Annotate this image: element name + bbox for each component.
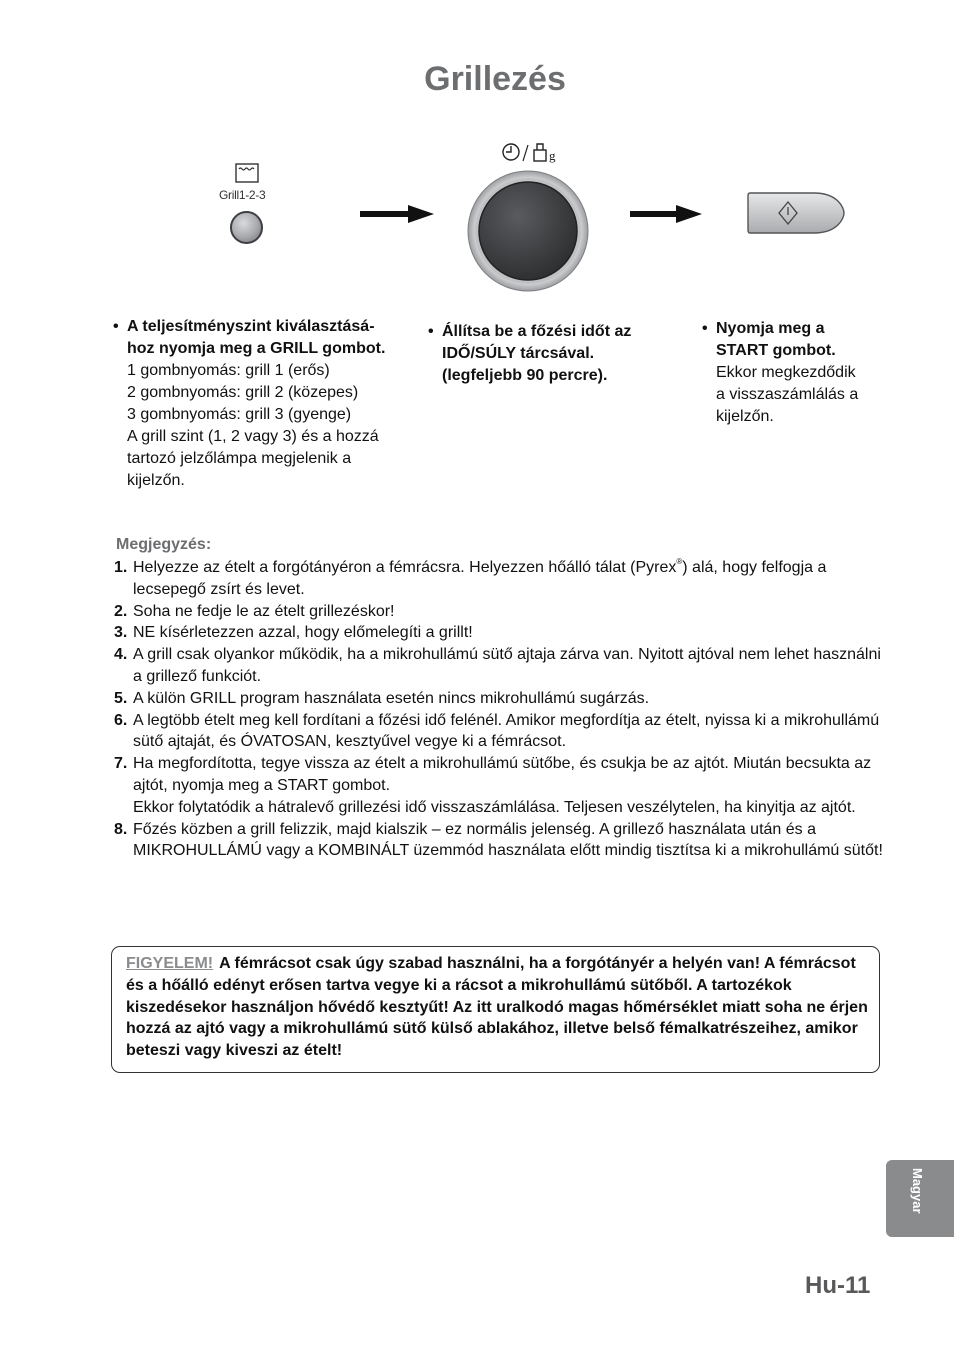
step-1-bold-line: A teljesítményszint kiválasztásá- bbox=[127, 318, 375, 335]
note-item bbox=[112, 644, 892, 688]
step-1-bold-line: hoz nyomja meg a GRILL gombot. bbox=[127, 340, 386, 357]
note-item bbox=[112, 753, 892, 818]
note-item bbox=[112, 622, 892, 644]
step-2-bold-line: IDŐ/SÚLY tárcsával. bbox=[442, 345, 595, 362]
note-text: Főzés közben a grill felizzik, majd kialszik – ez normális jelenség. A grillező használata után és a MIKROHULLÁMÚ vagy a KOMBINÁLT üzemmód használata előtt mindig tisztítsa ki a mikrohullámú sütőt! bbox=[133, 820, 883, 860]
note-item bbox=[112, 601, 892, 623]
clock-icon bbox=[503, 144, 519, 160]
note-number: 1. bbox=[114, 559, 128, 576]
note-number: 7. bbox=[114, 755, 128, 773]
note-text: Ha megfordította, tegye vissza az ételt a mikrohullámú sütőbe, és csukja be az ajtót. Miután becsukta az ajtót, nyomja meg a START gombot. bbox=[133, 755, 872, 794]
page-title: Grillezés bbox=[424, 60, 566, 98]
step-3-bold-line: Nyomja meg a bbox=[716, 320, 825, 337]
note-number: 2. bbox=[114, 602, 128, 620]
step-2-bold-line: Állítsa be a főzési időt az bbox=[442, 323, 632, 340]
warning-box bbox=[111, 946, 880, 1073]
step-2 bbox=[428, 321, 692, 387]
step-3-bold-line: START gombot. bbox=[716, 342, 836, 359]
step-3-line: kijelzőn. bbox=[716, 408, 774, 425]
arrow-right-icon bbox=[360, 205, 434, 223]
step-1-line: 3 gombnyomás: grill 3 (gyenge) bbox=[127, 406, 352, 423]
note-item bbox=[112, 557, 892, 601]
note-item bbox=[112, 710, 892, 754]
weight-icon bbox=[534, 144, 546, 161]
step-3 bbox=[702, 318, 896, 428]
note-text: Ekkor folytatódik a hátralevő grillezési idő visszaszámlálása. Teljesen veszélytelen, ha kinyitja az ajtót. bbox=[133, 798, 856, 816]
slash-divider bbox=[523, 145, 528, 161]
note-text: NE kísérletezzen azzal, hogy előmelegíti a grillt! bbox=[133, 624, 473, 642]
start-button[interactable] bbox=[746, 190, 846, 236]
note-text: A legtöbb ételt meg kell fordítani a főzési idő felénél. Amikor megfordítja az ételt, nyissa ki a mikrohullámú sütő ajtaját, és ÓVATOSAN, kesztyűvel vegye ki a fémrácsot. bbox=[133, 711, 880, 751]
note-text: Helyezze az ételt a forgótányéron a fémrácsra. Helyezzen hőálló tálat (Pyrex bbox=[133, 559, 677, 576]
note-number: 3. bbox=[114, 624, 128, 642]
bullet: • bbox=[702, 320, 708, 337]
registered-mark: ® bbox=[676, 557, 683, 566]
grill-oven-icon bbox=[235, 163, 259, 183]
bullet: • bbox=[428, 323, 434, 340]
bullet: • bbox=[113, 318, 119, 335]
warning-label: FIGYELEM! bbox=[126, 955, 214, 972]
note-text: ) alá, hogy felfogja a lecsepegő zsírt és levet. bbox=[133, 559, 827, 598]
step-1-line: A grill szint (1, 2 vagy 3) és a hozzá bbox=[127, 428, 379, 445]
grill-button[interactable] bbox=[230, 211, 263, 244]
step-1-line: 2 gombnyomás: grill 2 (közepes) bbox=[127, 384, 359, 401]
note-item bbox=[112, 819, 892, 863]
notes-heading: Megjegyzés: bbox=[116, 536, 212, 553]
note-item bbox=[112, 688, 892, 710]
note-number: 5. bbox=[114, 689, 128, 707]
step-3-line: Ekkor megkezdődik bbox=[716, 364, 856, 381]
step-1-line: tartozó jelzőlámpa megjelenik a bbox=[127, 450, 352, 467]
step-3-line: a visszaszámlálás a bbox=[716, 386, 859, 403]
gram-symbol: g bbox=[549, 148, 556, 163]
step-1 bbox=[113, 316, 427, 492]
warning-text: A fémrácsot csak úgy szabad használni, ha a forgótányér a helyén van! A fémrácsot és a hőálló edényt erősen tartva vegye ki a rácsot a mikrohullámú sütőből. A tartozékok kiszedésekor használjon hővédő kesztyűt! Az itt uralkodó magas hőmérséklet miatt soha ne érjen hozzá az ajtó vagy a mikrohullámú sütő külső ablakához, illetve belső fémalkatrészeihez, amikor beteszi vagy kiveszi az ételt! bbox=[126, 955, 868, 1060]
note-text: A grill csak olyankor működik, ha a mikrohullámú sütő ajtaja zárva van. Nyitott ajtóval nem lehet használni a grillező funkciót. bbox=[133, 646, 881, 685]
step-1-line: 1 gombnyomás: grill 1 (erős) bbox=[127, 362, 330, 379]
note-number: 6. bbox=[114, 711, 128, 729]
time-weight-symbols bbox=[501, 141, 563, 165]
note-text: A külön GRILL program használata esetén nincs mikrohullámú sugárzás. bbox=[133, 689, 650, 707]
note-number: 4. bbox=[114, 646, 128, 664]
step-1-line: kijelzőn. bbox=[127, 472, 185, 489]
time-weight-dial[interactable] bbox=[467, 170, 589, 292]
step-2-bold-line: (legfeljebb 90 percre). bbox=[442, 367, 608, 384]
page-number: Hu-11 bbox=[805, 1272, 871, 1299]
grill-button-label: Grill1-2-3 bbox=[219, 188, 266, 202]
language-tab-label: Magyar bbox=[910, 1168, 925, 1214]
language-tab bbox=[886, 1160, 954, 1237]
note-text: Soha ne fedje le az ételt grillezéskor! bbox=[133, 602, 395, 620]
arrow-right-icon bbox=[630, 205, 702, 223]
note-number: 8. bbox=[114, 820, 128, 838]
notes-list bbox=[112, 557, 892, 862]
